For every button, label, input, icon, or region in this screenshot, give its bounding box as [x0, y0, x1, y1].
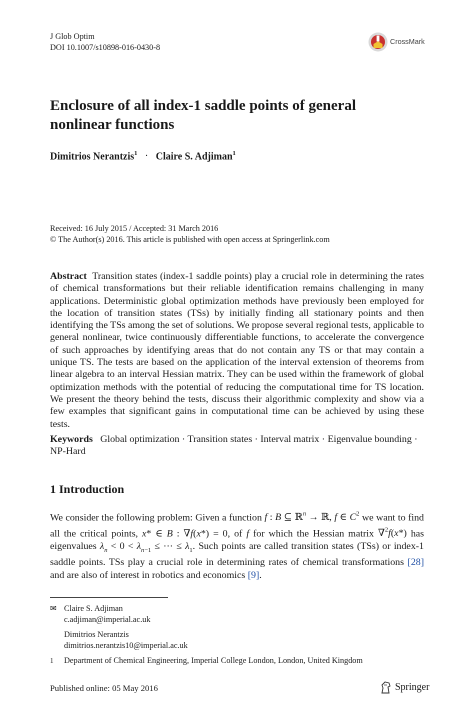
author-separator: ·	[144, 151, 149, 163]
keywords-text: Global optimization · Transition states · Interval matrix · Eigenvalue bounding · NP-Hard	[50, 434, 418, 458]
doi[interactable]: DOI 10.1007/s10898-016-0430-8	[50, 42, 161, 52]
intro-paragraph	[50, 509, 424, 583]
affiliation	[50, 656, 363, 667]
license-statement: © The Author(s) 2016. This article is published with open access at Springerlink.com	[50, 234, 330, 244]
article-title: Enclosure of all index-1 saddle points of general nonlinear functions	[50, 98, 356, 133]
intro-text: and are also of interest in robotics and economics	[50, 569, 248, 581]
math-eigenvalues: $\lambda_n < 0 < \lambda_{n-1}$ ≤ ··· ≤ $\lambda_1$	[99, 540, 193, 554]
envelope-icon: ✉	[50, 604, 57, 613]
abstract	[50, 271, 424, 431]
affiliation-number: 1	[50, 657, 54, 665]
author-list	[50, 150, 236, 162]
crossmark-icon	[368, 32, 388, 52]
journal-header	[50, 32, 160, 53]
corresponding-author-email[interactable]: c.adjiman@imperial.ac.uk	[64, 614, 151, 624]
intro-text: .	[259, 569, 262, 581]
math-f: f	[246, 528, 250, 540]
keywords	[50, 434, 424, 459]
publisher-name: Springer	[395, 682, 430, 693]
intro-text: . Such points are called transition states (TSs) or index-1 saddle points. TSs play a crucial role in determining rates of chemical transformations	[50, 540, 424, 569]
published-date: Published online: 05 May 2016	[50, 683, 158, 693]
math-hessian: ∇$^2$f(x*)	[377, 526, 407, 540]
intro-text: has eigenvalues	[50, 528, 424, 552]
springer-logo	[380, 681, 429, 694]
journal-name: J Glob Optim	[50, 32, 95, 41]
received-accepted-dates: Received: 16 July 2015 / Accepted: 31 March 2016	[50, 224, 219, 233]
abstract-label: Abstract	[50, 271, 87, 282]
citation-link[interactable]: [28]	[407, 557, 424, 569]
affiliation-marker: 1	[232, 150, 236, 157]
intro-text: , of	[227, 528, 247, 540]
section-title: 1 Introduction	[50, 482, 125, 496]
author-name[interactable]: Dimitrios Nerantzis	[50, 151, 135, 163]
math-critical-points: x* ∈ B : ∇f(x*) = 0	[142, 528, 228, 540]
correspondence	[50, 604, 188, 651]
affiliation-marker: 1	[134, 150, 138, 157]
citation-link[interactable]: [9]	[247, 569, 260, 581]
article-history	[50, 224, 330, 245]
intro-text: we want to find all the critical points,	[50, 512, 424, 540]
coauthor-name: Dimitrios Nerantzis	[64, 630, 129, 640]
author-name[interactable]: Claire S. Adjiman	[155, 151, 233, 163]
corresponding-author-name: Claire S. Adjiman	[64, 604, 123, 613]
coauthor-email[interactable]: dimitrios.nerantzis10@imperial.ac.uk	[64, 640, 188, 650]
math-function-def: f : B ⊆ ℝ$^n$ → ℝ, f ∈ $C^2$	[264, 511, 360, 524]
footnote-divider	[50, 597, 168, 598]
abstract-text: Transition states (index-1 saddle points) play a crucial role in determining the rates of chemical transformations but their reliable identification remains challenging in many applications. Deterministic global optimization methods have previously been employed for the location of transition states (TSs) by initially finding all stationary points and then identifying the TSs among the set of solutions. We propose several regional tests, applicable to general nonlinear, twice continuously differentiable functions, to accelerate the convergence of such approaches by identifying areas that do not contain any TS or that may contain a unique TS. The tests are based on the application of the interval extension of theorems from linear algebra to an interval Hessian matrix. They can be used within the framework of global optimization methods with the potential of reducing the computational time for TS location. We present the theory behind the tests, discuss their algorithmic complexity and show via a few examples that significant gains in computational time can be achieved by using these tests.	[50, 271, 425, 430]
crossmark-label: CrossMark	[390, 37, 425, 46]
affiliation-text: Department of Chemical Engineering, Imperial College London, London, United Kingdom	[64, 656, 363, 665]
springer-horse-icon	[380, 681, 392, 694]
keywords-label: Keywords	[50, 434, 93, 445]
intro-text: We consider the following problem: Given a function	[50, 512, 265, 524]
intro-text: for which the Hessian matrix	[249, 528, 378, 540]
crossmark-badge[interactable]	[368, 30, 430, 52]
